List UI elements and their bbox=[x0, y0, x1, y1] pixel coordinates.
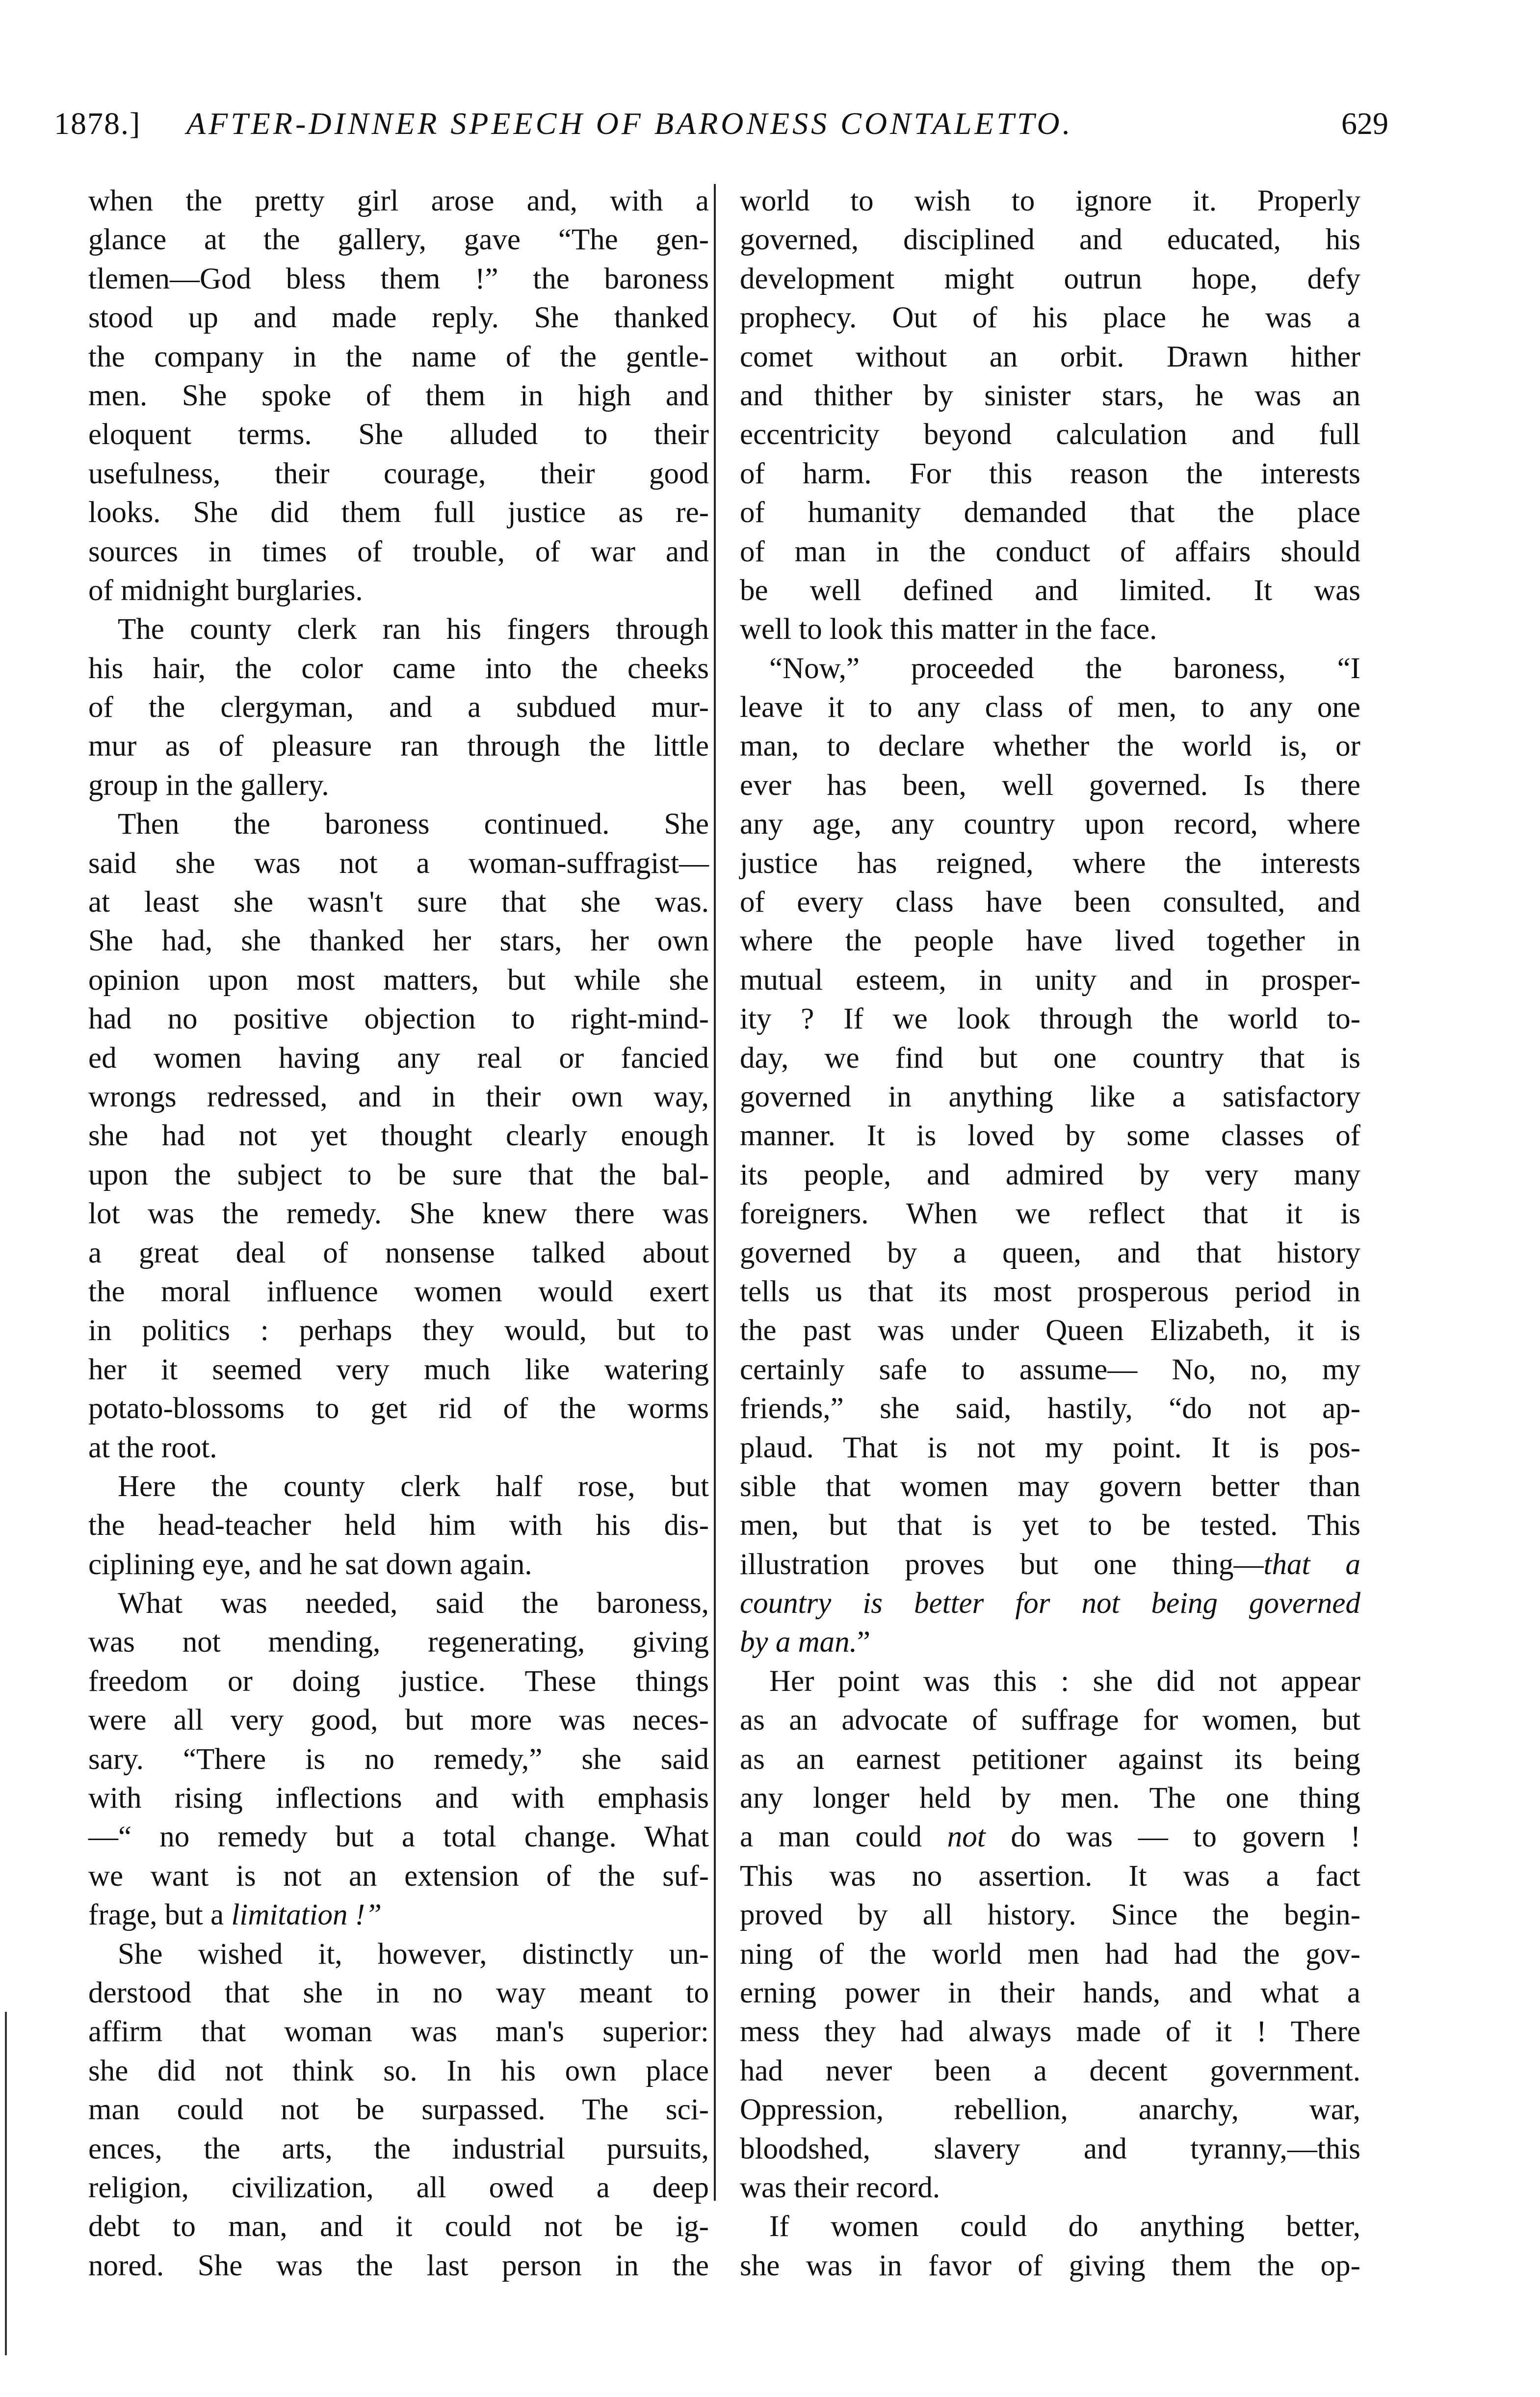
header-title: AFTER-DINNER SPEECH OF BARONESS CONTALETTO. bbox=[186, 106, 1073, 141]
text-line bbox=[88, 1896, 709, 1934]
text-line: mutual esteem, in unity and in prosper- bbox=[740, 963, 1360, 997]
text-line: leave it to any class of men, to any one bbox=[740, 691, 1360, 724]
text-line: of humanity demanded that the place bbox=[740, 496, 1360, 529]
column-divider bbox=[714, 184, 716, 2201]
text-line: eccentricity beyond calculation and full bbox=[740, 418, 1360, 451]
text-line: —“ no remedy but a total change. What bbox=[88, 1820, 709, 1854]
text-run: do was — to govern ! bbox=[985, 1820, 1361, 1854]
text-line: as an advocate of suffrage for women, but bbox=[740, 1704, 1360, 1737]
text-line: certainly safe to assume— No, no, my bbox=[740, 1353, 1360, 1386]
text-line: prophecy. Out of his place he was a bbox=[740, 301, 1360, 335]
text-line: we want is not an extension of the suf- bbox=[88, 1859, 709, 1893]
text-line: his hair, the color came into the cheeks bbox=[88, 652, 709, 685]
text-line: of the clergyman, and a subdued mur- bbox=[88, 691, 709, 724]
text-line: mess they had always made of it ! There bbox=[740, 2015, 1360, 2049]
text-line: be well defined and limited. It was bbox=[740, 574, 1360, 607]
text-line: manner. It is loved by some classes of bbox=[740, 1119, 1360, 1153]
text-line: This was no assertion. It was a fact bbox=[740, 1859, 1360, 1893]
text-line: friends,” she said, hastily, “do not ap- bbox=[740, 1392, 1360, 1425]
text-line: tells us that its most prosperous period in bbox=[740, 1275, 1360, 1308]
text-line: governed, disciplined and educated, his bbox=[740, 223, 1360, 257]
text-line: foreigners. When we reflect that it is bbox=[740, 1197, 1360, 1231]
text-line: said she was not a woman-suffragist— bbox=[88, 846, 709, 880]
text-line: potato-blossoms to get rid of the worms bbox=[88, 1392, 709, 1425]
italic-line: country is better for not being governed bbox=[740, 1587, 1360, 1620]
text-line: ning of the world men had had the gov- bbox=[740, 1937, 1360, 1971]
text-line: men. She spoke of them in high and bbox=[88, 379, 709, 412]
text-line: was their record. bbox=[740, 2171, 940, 2204]
text-line: day, we find but one country that is bbox=[740, 1041, 1360, 1075]
text-line: lot was the remedy. She knew there was bbox=[88, 1197, 709, 1231]
paragraph-start: Then the baroness continued. She bbox=[118, 808, 709, 841]
text-line: any longer held by men. The one thing bbox=[740, 1782, 1360, 1815]
text-line: eloquent terms. She alluded to their bbox=[88, 418, 709, 451]
text-line: sources in times of trouble, of war and bbox=[88, 535, 709, 568]
text-line: usefulness, their courage, their good bbox=[88, 457, 709, 490]
text-line: had no positive objection to right-mind- bbox=[88, 1002, 709, 1036]
text-line: were all very good, but more was neces- bbox=[88, 1704, 709, 1737]
text-line: a great deal of nonsense talked about bbox=[88, 1236, 709, 1269]
text-line: ed women having any real or fancied bbox=[88, 1041, 709, 1075]
text-line: glance at the gallery, gave “The gen- bbox=[88, 223, 709, 257]
text-line: stood up and made reply. She thanked bbox=[88, 301, 709, 335]
text-line: the past was under Queen Elizabeth, it is bbox=[740, 1314, 1360, 1347]
text-line: affirm that woman was man's superior: bbox=[88, 2015, 709, 2049]
text-line: with rising inflections and with emphasis bbox=[88, 1782, 709, 1815]
right-column bbox=[740, 182, 1360, 2285]
paragraph-start: If women could do anything better, bbox=[769, 2210, 1360, 2243]
text-line: the company in the name of the gentle- bbox=[88, 340, 709, 373]
text-line: world to wish to ignore it. Properly bbox=[740, 184, 1360, 217]
text-line: ever has been, well governed. Is there bbox=[740, 768, 1360, 802]
text-line: ciplining eye, and he sat down again. bbox=[88, 1548, 532, 1581]
text-line: its people, and admired by very many bbox=[740, 1158, 1360, 1191]
paragraph-start: Her point was this : she did not appear bbox=[769, 1664, 1360, 1698]
text-line: freedom or doing justice. These things bbox=[88, 1664, 709, 1698]
text-line: the moral influence women would exert bbox=[88, 1275, 709, 1308]
text-line: the head-teacher held him with his dis- bbox=[88, 1509, 709, 1542]
italic-emphasis: limitation !” bbox=[231, 1898, 382, 1932]
text-line: had never been a decent government. bbox=[740, 2054, 1360, 2087]
italic-emphasis: that a bbox=[1263, 1548, 1360, 1581]
text-line: religion, civilization, all owed a deep bbox=[88, 2171, 709, 2204]
text-line: she did not think so. In his own place bbox=[88, 2054, 709, 2087]
text-line: plaud. That is not my point. It is pos- bbox=[740, 1431, 1360, 1464]
margin-mark bbox=[5, 2012, 7, 2355]
text-line: Oppression, rebellion, anarchy, war, bbox=[740, 2093, 1360, 2127]
text-line: any age, any country upon record, where bbox=[740, 808, 1360, 841]
paragraph-start: The county clerk ran his fingers through bbox=[118, 613, 709, 646]
closing-quote: ” bbox=[857, 1626, 870, 1659]
text-line: she was in favor of giving them the op- bbox=[740, 2249, 1360, 2282]
text-line: at the root. bbox=[88, 1431, 217, 1464]
text-line: sary. “There is no remedy,” she said bbox=[88, 1742, 709, 1776]
text-line: She had, she thanked her stars, her own bbox=[88, 924, 709, 958]
text-line: opinion upon most matters, but while she bbox=[88, 963, 709, 997]
text-line: was not mending, regenerating, giving bbox=[88, 1626, 709, 1659]
text-line: development might outrun hope, defy bbox=[740, 262, 1360, 295]
text-line: and thither by sinister stars, he was an bbox=[740, 379, 1360, 412]
text-line: well to look this matter in the face. bbox=[740, 613, 1157, 646]
text-line: looks. She did them full justice as re- bbox=[88, 496, 709, 529]
text-line: comet without an orbit. Drawn hither bbox=[740, 340, 1360, 373]
paragraph-start: Here the county clerk half rose, but bbox=[118, 1470, 709, 1503]
italic-emphasis: by a man. bbox=[740, 1626, 857, 1659]
left-column bbox=[88, 182, 709, 2285]
text-line bbox=[740, 1818, 1360, 1856]
text-line: her it seemed very much like watering bbox=[88, 1353, 709, 1386]
text-line: governed by a queen, and that history bbox=[740, 1236, 1360, 1269]
italic-emphasis: not bbox=[947, 1820, 986, 1854]
text-line: ences, the arts, the industrial pursuits, bbox=[88, 2132, 709, 2165]
paragraph-start: What was needed, said the baroness, bbox=[118, 1587, 709, 1620]
text-line: man could not be surpassed. The sci- bbox=[88, 2093, 709, 2127]
text-line: men, but that is yet to be tested. This bbox=[740, 1509, 1360, 1542]
text-line: she had not yet thought clearly enough bbox=[88, 1119, 709, 1153]
text-line: tlemen—God bless them !” the baroness bbox=[88, 262, 709, 295]
text-line: upon the subject to be sure that the bal- bbox=[88, 1158, 709, 1191]
text-run: frage, but a bbox=[88, 1898, 232, 1932]
text-line: at least she wasn't sure that she was. bbox=[88, 886, 709, 919]
page-number: 629 bbox=[1341, 106, 1388, 141]
text-line: man, to declare whether the world is, or bbox=[740, 730, 1360, 763]
text-run: a man could bbox=[740, 1820, 947, 1854]
text-line: bloodshed, slavery and tyranny,—this bbox=[740, 2132, 1360, 2165]
text-line: justice has reigned, where the interests bbox=[740, 846, 1360, 880]
text-line: erning power in their hands, and what a bbox=[740, 1976, 1360, 2009]
text-line: of every class have been consulted, and bbox=[740, 886, 1360, 919]
text-line: governed in anything like a satisfactory bbox=[740, 1080, 1360, 1113]
paragraph-start: She wished it, however, distinctly un- bbox=[118, 1937, 709, 1971]
text-line: debt to man, and it could not be ig- bbox=[88, 2210, 709, 2243]
text-line: of midnight burglaries. bbox=[88, 574, 363, 607]
text-line: wrongs redressed, and in their own way, bbox=[88, 1080, 709, 1113]
text-line bbox=[740, 1623, 1360, 1661]
text-run: illustration proves but one thing— bbox=[740, 1548, 1264, 1581]
running-header bbox=[54, 105, 1388, 159]
text-line: ity ? If we look through the world to- bbox=[740, 1002, 1360, 1036]
header-year: 1878.] bbox=[54, 106, 141, 141]
text-line: as an earnest petitioner against its being bbox=[740, 1742, 1360, 1776]
text-line: of harm. For this reason the interests bbox=[740, 457, 1360, 490]
text-line: sible that women may govern better than bbox=[740, 1470, 1360, 1503]
text-line: derstood that she in no way meant to bbox=[88, 1976, 709, 2009]
text-line: mur as of pleasure ran through the little bbox=[88, 730, 709, 763]
text-line: of man in the conduct of affairs should bbox=[740, 535, 1360, 568]
text-line: proved by all history. Since the begin- bbox=[740, 1898, 1360, 1932]
paragraph-start: “Now,” proceeded the baroness, “I bbox=[769, 652, 1360, 685]
text-line: nored. She was the last person in the bbox=[88, 2249, 709, 2282]
text-line: in politics : perhaps they would, but to bbox=[88, 1314, 709, 1347]
text-line bbox=[740, 1545, 1360, 1584]
text-line: where the people have lived together in bbox=[740, 924, 1360, 958]
text-line: when the pretty girl arose and, with a bbox=[88, 184, 709, 217]
text-line: group in the gallery. bbox=[88, 768, 329, 802]
